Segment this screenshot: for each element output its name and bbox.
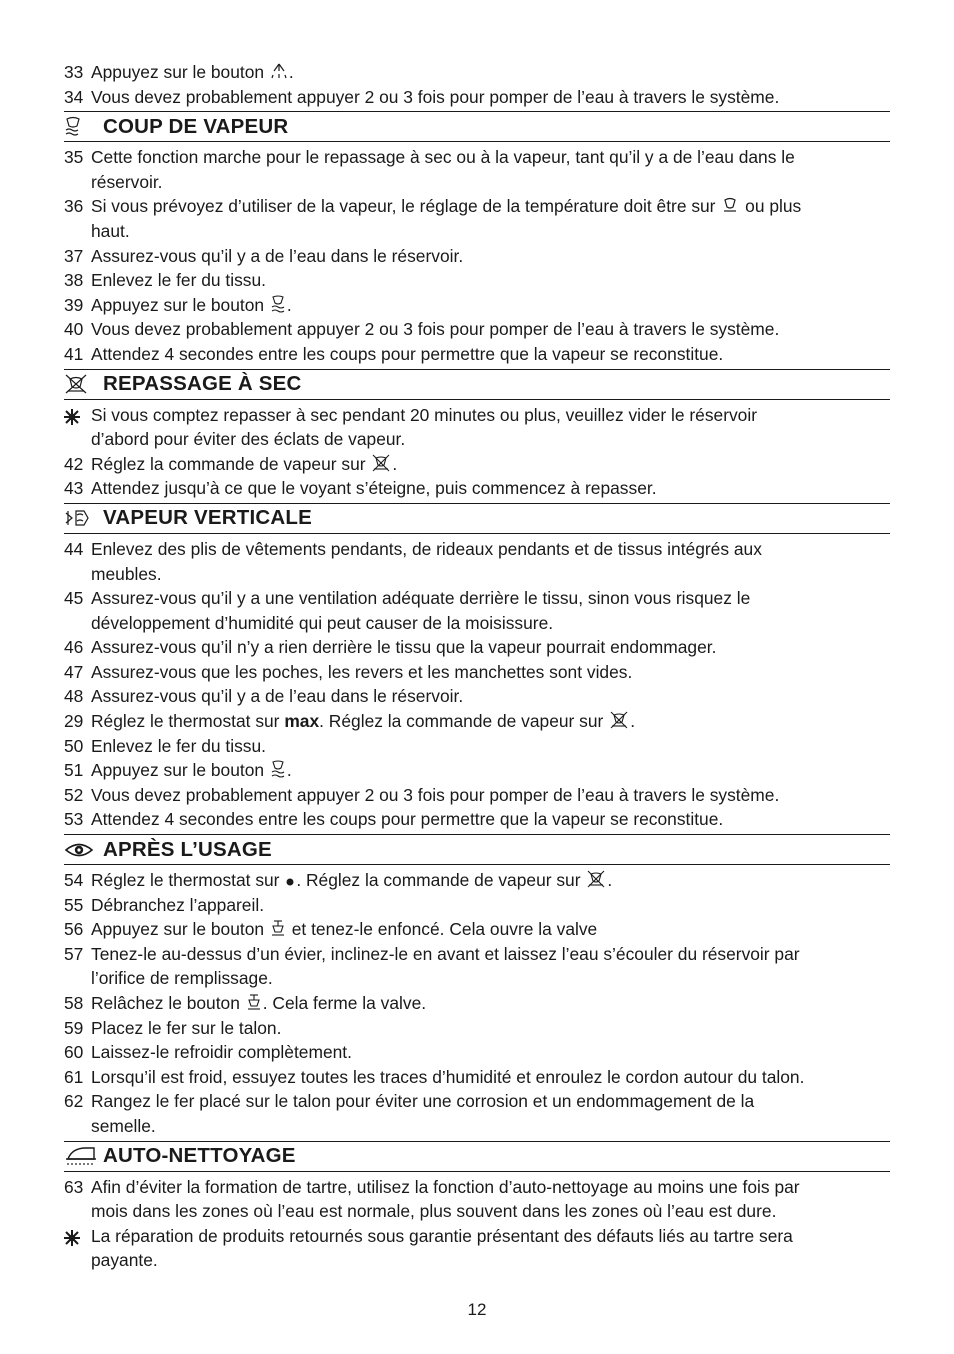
step-text-continued: mois dans les zones où l’eau est normale, plus souvent dans les zones où l’eau est dure. (91, 1201, 777, 1222)
step-number: 53 (64, 809, 84, 830)
step-number: 39 (64, 294, 84, 315)
section-heading-coup-de-vapeur (64, 111, 890, 142)
warning-text: La réparation de produits retournés sous garantie présentant des défauts liés au tartre sera (91, 1225, 793, 1246)
step-number: 44 (64, 538, 84, 559)
step-number: 52 (64, 784, 84, 805)
warning-note (64, 403, 890, 452)
step-number: 33 (64, 62, 84, 82)
steam-shot-icon (270, 295, 286, 313)
step-text: Vous devez probablement appuyer 2 ou 3 fois pour pomper de l’eau à travers le système. (91, 86, 780, 107)
step-number: 35 (64, 147, 84, 168)
step-number: 61 (64, 1066, 84, 1087)
section-title: COUP DE VAPEUR (103, 114, 289, 138)
step-text-continued: haut. (91, 220, 130, 241)
step-text-end: . (286, 760, 292, 781)
warning-text-continued: d’abord pour éviter des éclats de vapeur. (91, 429, 406, 450)
step-53 (64, 807, 890, 832)
step-number: 56 (64, 919, 84, 940)
step-40 (64, 317, 890, 342)
step-text: Assurez-vous qu’il y a de l’eau dans le réservoir. (91, 686, 464, 707)
step-number: 58 (64, 993, 84, 1013)
step-text-end: . Cela ferme la valve. (262, 993, 427, 1013)
step-text: Débranchez l’appareil. (91, 894, 265, 915)
step-57 (64, 942, 890, 991)
step-33 (64, 60, 890, 85)
step-text-end: . (392, 453, 398, 474)
step-number: 50 (64, 735, 84, 756)
self-clean-icon (64, 1145, 103, 1167)
step-text: Attendez 4 secondes entre les coups pour permettre que la vapeur se reconstitue. (91, 809, 724, 830)
step-text-middle: . Réglez la commande de vapeur sur (296, 870, 581, 891)
step-text: Réglez la commande de vapeur sur (91, 453, 366, 474)
step-text: Réglez le thermostat sur (91, 870, 280, 891)
step-58 (64, 991, 890, 1016)
step-text-end: . (288, 62, 294, 82)
step-number: 54 (64, 870, 84, 891)
step-text: Assurez-vous que les poches, les revers et les manchettes sont vides. (91, 661, 633, 682)
step-37 (64, 244, 890, 269)
step-61 (64, 1065, 890, 1090)
vertical-steam-icon (64, 508, 103, 528)
section-title: REPASSAGE À SEC (103, 372, 302, 396)
step-text-continued: l’orifice de remplissage. (91, 968, 273, 989)
warning-icon (64, 1228, 80, 1253)
step-39 (64, 293, 890, 318)
step-43 (64, 476, 890, 501)
step-text: Assurez-vous qu’il y a de l’eau dans le réservoir. (91, 245, 464, 266)
dry-setting-icon (586, 870, 606, 888)
step-number: 60 (64, 1042, 84, 1063)
step-number: 47 (64, 661, 84, 682)
step-text: Lorsqu’il est froid, essuyez toutes les traces d’humidité et enroulez le cordon autour du talon. (91, 1066, 805, 1087)
step-44 (64, 537, 890, 586)
section-heading-apres-l-usage (64, 834, 890, 865)
warning-text-continued: payante. (91, 1250, 158, 1271)
step-number: 36 (64, 196, 84, 217)
step-text-end: . (286, 294, 292, 315)
step-number: 63 (64, 1176, 84, 1197)
section-heading-vapeur-verticale (64, 503, 890, 534)
step-text-middle: . Réglez la commande de vapeur sur (319, 711, 604, 732)
step-text: Laissez-le refroidir complètement. (91, 1042, 352, 1063)
section-title: VAPEUR VERTICALE (103, 506, 312, 530)
step-text: Assurez-vous qu’il n’y a rien derrière le tissu que la vapeur pourrait endommager. (91, 637, 717, 658)
step-60 (64, 1040, 890, 1065)
step-number: 57 (64, 943, 84, 964)
step-number: 34 (64, 86, 84, 107)
step-56 (64, 917, 890, 942)
step-text-end: . (607, 870, 613, 891)
step-text-continued: réservoir. (91, 171, 163, 192)
step-35 (64, 145, 890, 194)
temperature-setting-icon (721, 196, 739, 214)
step-number: 59 (64, 1017, 84, 1038)
step-55 (64, 893, 890, 918)
dry-iron-icon (64, 373, 103, 395)
step-51 (64, 758, 890, 783)
page-number: 12 (467, 1300, 487, 1319)
step-text: Afin d’éviter la formation de tartre, utilisez la fonction d’auto-nettoyage au moins une fois par (91, 1176, 800, 1197)
step-text: Appuyez sur le bouton (91, 919, 265, 940)
warning-text: Si vous comptez repasser à sec pendant 20 minutes ou plus, veuillez vider le réservoir (91, 404, 758, 425)
step-text: Enlevez le fer du tissu. (91, 735, 266, 756)
step-text: Réglez le thermostat sur (91, 711, 280, 732)
step-text-end: et tenez-le enfoncé. Cela ouvre la valve (291, 919, 598, 940)
section-heading-repassage-a-sec (64, 369, 890, 400)
step-text: Si vous prévoyez d’utiliser de la vapeur, le réglage de la température doit être sur (91, 196, 716, 217)
step-45 (64, 586, 890, 635)
step-29 (64, 709, 890, 734)
section-title: APRÈS L’USAGE (103, 837, 272, 861)
eye-icon (64, 841, 103, 859)
step-text: Appuyez sur le bouton (91, 760, 265, 781)
step-number: 42 (64, 453, 84, 474)
step-46 (64, 635, 890, 660)
step-50 (64, 734, 890, 759)
steam-shot-icon (270, 760, 286, 778)
dry-setting-icon (371, 454, 391, 472)
step-47 (64, 660, 890, 685)
step-number: 43 (64, 478, 84, 499)
step-text-continued: meubles. (91, 563, 162, 584)
step-48 (64, 684, 890, 709)
step-text: Vous devez probablement appuyer 2 ou 3 fois pour pomper de l’eau à travers le système. (91, 784, 780, 805)
step-36 (64, 194, 890, 243)
step-54 (64, 868, 890, 893)
dry-setting-icon (609, 711, 629, 729)
step-text: Attendez 4 secondes entre les coups pour permettre que la vapeur se reconstitue. (91, 343, 724, 364)
valve-button-icon (246, 993, 262, 1011)
step-number: 48 (64, 686, 84, 707)
warning-icon (64, 407, 80, 432)
max-setting: max (284, 711, 320, 732)
page-content (64, 60, 890, 1273)
step-text: Cette fonction marche pour le repassage à sec ou à la vapeur, tant qu’il y a de l’eau dans le (91, 147, 795, 168)
step-41 (64, 342, 890, 367)
step-text: Appuyez sur le bouton (91, 62, 265, 82)
step-52 (64, 783, 890, 808)
step-number: 37 (64, 245, 84, 266)
step-number: 45 (64, 588, 84, 609)
step-59 (64, 1016, 890, 1041)
step-text: Assurez-vous qu’il y a une ventilation adéquate derrière le tissu, sinon vous risquez le (91, 588, 751, 609)
step-text: Rangez le fer placé sur le talon pour éviter une corrosion et un endommagement de la (91, 1091, 755, 1112)
spray-icon (270, 62, 288, 80)
step-text: Appuyez sur le bouton (91, 294, 265, 315)
step-text: Enlevez des plis de vêtements pendants, de rideaux pendants et de tissus intégrés aux (91, 538, 762, 559)
step-38 (64, 268, 890, 293)
step-text: Relâchez le bouton (91, 993, 240, 1013)
section-title: AUTO-NETTOYAGE (103, 1144, 296, 1168)
step-number: 51 (64, 760, 84, 781)
step-63 (64, 1175, 890, 1224)
step-text: Tenez-le au-dessus d’un évier, inclinez-le en avant et laissez l’eau s’écouler du réservoir par (91, 943, 800, 964)
step-text: Enlevez le fer du tissu. (91, 270, 266, 291)
step-text-end: . (630, 711, 636, 732)
steam-shot-icon (64, 116, 103, 138)
step-number: 41 (64, 343, 84, 364)
step-text-end: ou plus (745, 196, 802, 217)
step-text: Attendez jusqu’à ce que le voyant s’éteigne, puis commencez à repasser. (91, 478, 657, 499)
step-number: 62 (64, 1091, 84, 1112)
step-number: 38 (64, 270, 84, 291)
dot-setting-icon (285, 874, 295, 888)
step-text: Vous devez probablement appuyer 2 ou 3 fois pour pomper de l’eau à travers le système. (91, 319, 780, 340)
warning-note (64, 1224, 890, 1273)
valve-button-icon (270, 919, 286, 937)
step-text: Placez le fer sur le talon. (91, 1017, 282, 1038)
step-text-continued: développement d’humidité qui peut causer de la moisissure. (91, 612, 554, 633)
step-number: 40 (64, 319, 84, 340)
step-number: 29 (64, 711, 84, 732)
step-34 (64, 85, 890, 110)
step-62 (64, 1089, 890, 1138)
step-number: 46 (64, 637, 84, 658)
step-number: 55 (64, 894, 84, 915)
section-heading-auto-nettoyage (64, 1141, 890, 1172)
step-42 (64, 452, 890, 477)
step-text-continued: semelle. (91, 1115, 156, 1136)
